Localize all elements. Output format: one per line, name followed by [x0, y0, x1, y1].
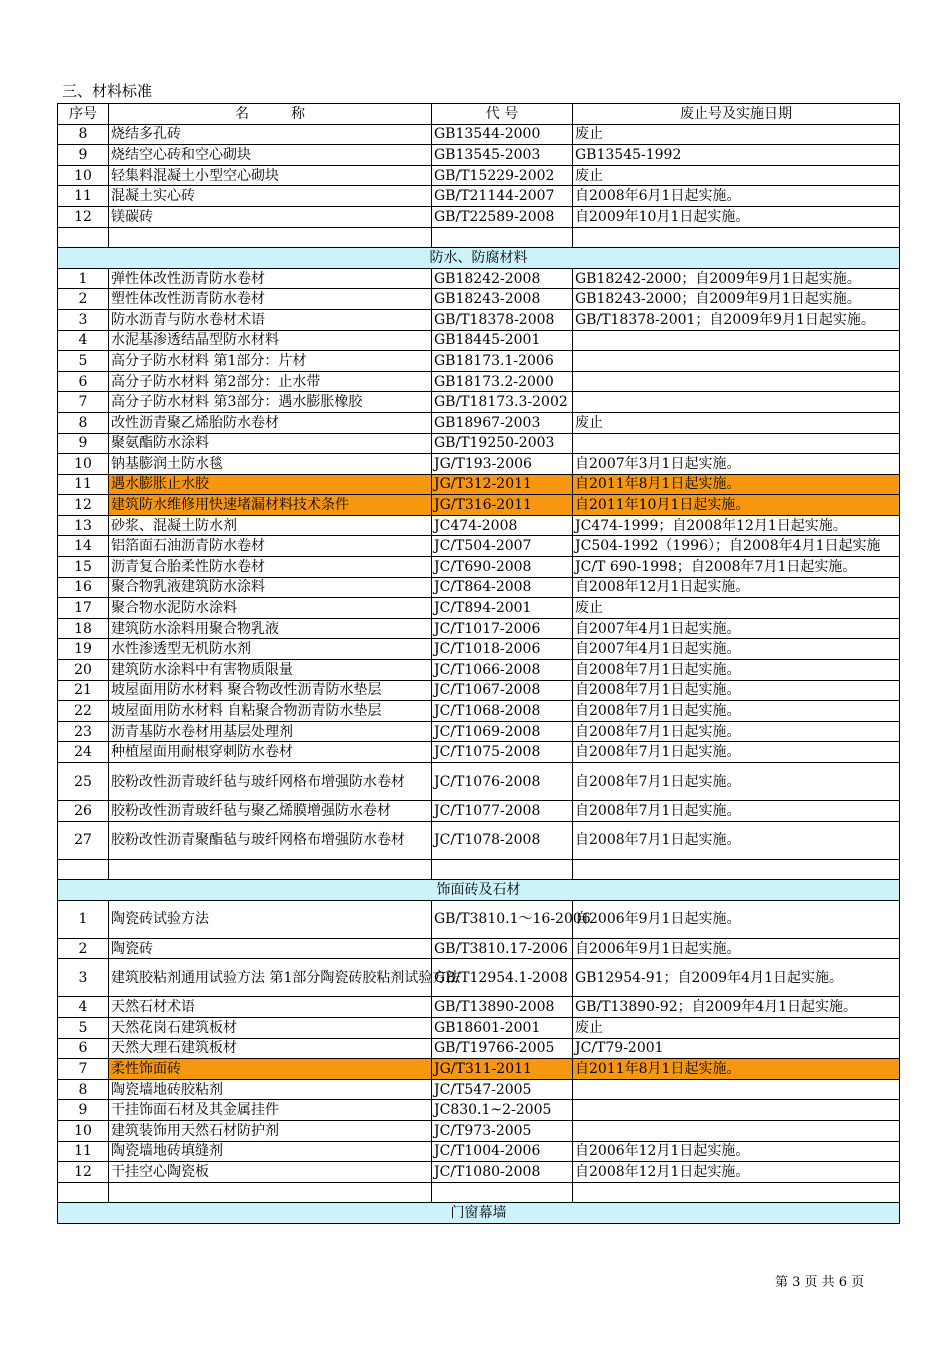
cell-no: 8: [58, 1079, 109, 1100]
blank-cell: [109, 859, 432, 880]
blank-row: [58, 859, 900, 880]
page-footer: 第 3 页 共 6 页: [775, 1275, 865, 1290]
cell-name: 弹性体改性沥青防水卷材: [109, 268, 432, 289]
table-row: [58, 900, 900, 938]
category-row: [58, 880, 900, 901]
cell-no: 14: [58, 536, 109, 557]
cell-name: 建筑防水涂料中有害物质限量: [109, 660, 432, 681]
table-row: [58, 997, 900, 1018]
cell-no: 27: [58, 821, 109, 859]
cell-note: JC504-1992（1996）；自2008年4月1日起实施: [573, 536, 900, 557]
cell-note: 自2008年7月1日起实施。: [573, 660, 900, 681]
category-label: 门窗幕墙: [58, 1203, 900, 1224]
cell-code: JC/T504-2007: [432, 536, 573, 557]
cell-code: JG/T311-2011: [432, 1059, 573, 1080]
cell-no: 8: [58, 124, 109, 145]
table-row: [58, 1038, 900, 1059]
table-row: [58, 680, 900, 701]
cell-no: 12: [58, 495, 109, 516]
cell-no: 6: [58, 1038, 109, 1059]
cell-no: 9: [58, 1100, 109, 1121]
header-name: 名 称: [109, 104, 432, 125]
cell-note: 自2008年12月1日起实施。: [573, 577, 900, 598]
cell-note: 自2007年3月1日起实施。: [573, 454, 900, 475]
cell-code: JC/T1080-2008: [432, 1162, 573, 1183]
cell-note: GB/T13890-92；自2009年4月1日起实施。: [573, 997, 900, 1018]
table-header-row: [58, 104, 900, 125]
blank-cell: [573, 227, 900, 248]
cell-no: 20: [58, 660, 109, 681]
table-row: [58, 495, 900, 516]
cell-no: 25: [58, 763, 109, 801]
cell-note: 自2008年7月1日起实施。: [573, 742, 900, 763]
cell-code: GB18243-2008: [432, 289, 573, 310]
cell-no: 6: [58, 371, 109, 392]
cell-name: 胶粉改性沥青玻纤毡与玻纤网格布增强防水卷材: [109, 763, 432, 801]
cell-code: GB18967-2003: [432, 412, 573, 433]
cell-note: 自2008年7月1日起实施。: [573, 701, 900, 722]
cell-name: 陶瓷砖: [109, 938, 432, 959]
cell-code: JC/T1017-2006: [432, 618, 573, 639]
cell-no: 1: [58, 268, 109, 289]
table-row: [58, 742, 900, 763]
blank-cell: [432, 859, 573, 880]
cell-code: JC/T973-2005: [432, 1120, 573, 1141]
category-row: [58, 248, 900, 269]
cell-code: JC/T690-2008: [432, 557, 573, 578]
section-heading: 三、材料标准: [62, 82, 153, 100]
cell-no: 23: [58, 721, 109, 742]
cell-name: 遇水膨胀止水胶: [109, 474, 432, 495]
cell-no: 7: [58, 392, 109, 413]
table-row: [58, 412, 900, 433]
cell-note: 废止: [573, 165, 900, 186]
cell-note: [573, 1100, 900, 1121]
cell-no: 12: [58, 1162, 109, 1183]
table-row: [58, 577, 900, 598]
table-row: [58, 618, 900, 639]
cell-name: 种植屋面用耐根穿刺防水卷材: [109, 742, 432, 763]
cell-note: 自2008年7月1日起实施。: [573, 680, 900, 701]
cell-no: 16: [58, 577, 109, 598]
cell-note: GB13545-1992: [573, 145, 900, 166]
cell-name: 沥青复合胎柔性防水卷材: [109, 557, 432, 578]
cell-no: 19: [58, 639, 109, 660]
table-row: [58, 145, 900, 166]
cell-name: 陶瓷砖试验方法: [109, 900, 432, 938]
cell-name: 陶瓷墙地砖填缝剂: [109, 1141, 432, 1162]
cell-code: JC/T864-2008: [432, 577, 573, 598]
table-row: [58, 598, 900, 619]
cell-no: 12: [58, 206, 109, 227]
cell-name: 聚合物水泥防水涂料: [109, 598, 432, 619]
cell-note: 自2006年12月1日起实施。: [573, 1141, 900, 1162]
table-row: [58, 959, 900, 997]
cell-name: 钠基膨润土防水毯: [109, 454, 432, 475]
cell-no: 26: [58, 801, 109, 822]
cell-name: 镁碳砖: [109, 206, 432, 227]
blank-cell: [573, 859, 900, 880]
cell-code: GB18173.2-2000: [432, 371, 573, 392]
cell-no: 9: [58, 433, 109, 454]
cell-name: 建筑防水维修用快速堵漏材料技术条件: [109, 495, 432, 516]
header-note: 废止号及实施日期: [573, 104, 900, 125]
cell-note: [573, 1079, 900, 1100]
cell-no: 10: [58, 1120, 109, 1141]
cell-no: 8: [58, 412, 109, 433]
table-row: [58, 938, 900, 959]
cell-note: 自2007年4月1日起实施。: [573, 618, 900, 639]
cell-note: 废止: [573, 1017, 900, 1038]
cell-no: 4: [58, 997, 109, 1018]
table-row: [58, 124, 900, 145]
cell-name: 塑性体改性沥青防水卷材: [109, 289, 432, 310]
standards-table: [57, 103, 900, 1224]
cell-code: JC/T1078-2008: [432, 821, 573, 859]
blank-cell: [58, 227, 109, 248]
table-row: [58, 351, 900, 372]
cell-no: 10: [58, 165, 109, 186]
cell-name: 轻集料混凝土小型空心砌块: [109, 165, 432, 186]
cell-no: 11: [58, 474, 109, 495]
blank-cell: [432, 227, 573, 248]
cell-name: 水性渗透型无机防水剂: [109, 639, 432, 660]
cell-no: 5: [58, 351, 109, 372]
cell-note: 自2011年8月1日起实施。: [573, 474, 900, 495]
cell-code: JG/T316-2011: [432, 495, 573, 516]
cell-code: GB/T22589-2008: [432, 206, 573, 227]
table-row: [58, 515, 900, 536]
cell-name: 干挂空心陶瓷板: [109, 1162, 432, 1183]
table-row: [58, 1017, 900, 1038]
cell-no: 3: [58, 959, 109, 997]
cell-code: JC830.1~2-2005: [432, 1100, 573, 1121]
cell-name: 坡屋面用防水材料 自粘聚合物沥青防水垫层: [109, 701, 432, 722]
table-row: [58, 165, 900, 186]
cell-no: 3: [58, 309, 109, 330]
cell-no: 5: [58, 1017, 109, 1038]
header-code: 代 号: [432, 104, 573, 125]
cell-code: GB18242-2008: [432, 268, 573, 289]
category-label: 饰面砖及石材: [58, 880, 900, 901]
cell-note: 自2008年6月1日起实施。: [573, 186, 900, 207]
table-row: [58, 433, 900, 454]
cell-name: 高分子防水材料 第2部分：止水带: [109, 371, 432, 392]
cell-note: 自2006年9月1日起实施。: [573, 938, 900, 959]
cell-no: 11: [58, 1141, 109, 1162]
cell-name: 水泥基渗透结晶型防水材料: [109, 330, 432, 351]
cell-note: 自2008年7月1日起实施。: [573, 801, 900, 822]
cell-code: GB/T18378-2008: [432, 309, 573, 330]
cell-name: 高分子防水材料 第1部分：片材: [109, 351, 432, 372]
table-row: [58, 309, 900, 330]
table-row: [58, 557, 900, 578]
table-row: [58, 268, 900, 289]
cell-name: 天然石材术语: [109, 997, 432, 1018]
cell-code: JC/T1004-2006: [432, 1141, 573, 1162]
cell-no: 4: [58, 330, 109, 351]
cell-code: JC474-2008: [432, 515, 573, 536]
category-row: [58, 1203, 900, 1224]
cell-no: 21: [58, 680, 109, 701]
cell-name: 建筑装饰用天然石材防护剂: [109, 1120, 432, 1141]
header-no: 序号: [58, 104, 109, 125]
cell-note: 自2008年12月1日起实施。: [573, 1162, 900, 1183]
cell-code: GB/T15229-2002: [432, 165, 573, 186]
cell-note: 废止: [573, 412, 900, 433]
cell-no: 18: [58, 618, 109, 639]
cell-code: GB/T19250-2003: [432, 433, 573, 454]
cell-code: JG/T193-2006: [432, 454, 573, 475]
cell-name: 烧结多孔砖: [109, 124, 432, 145]
cell-name: 聚合物乳液建筑防水涂料: [109, 577, 432, 598]
cell-name: 建筑胶粘剂通用试验方法 第1部分陶瓷砖胶粘剂试验方法: [109, 959, 432, 997]
cell-note: [573, 371, 900, 392]
blank-row: [58, 227, 900, 248]
cell-code: JC/T547-2005: [432, 1079, 573, 1100]
table-row: [58, 1100, 900, 1121]
cell-note: [573, 392, 900, 413]
cell-name: 烧结空心砖和空心砌块: [109, 145, 432, 166]
cell-note: JC474-1999；自2008年12月1日起实施。: [573, 515, 900, 536]
cell-note: GB18242-2000；自2009年9月1日起实施。: [573, 268, 900, 289]
cell-note: GB18243-2000；自2009年9月1日起实施。: [573, 289, 900, 310]
table-row: [58, 639, 900, 660]
cell-note: 自2007年4月1日起实施。: [573, 639, 900, 660]
cell-name: 改性沥青聚乙烯胎防水卷材: [109, 412, 432, 433]
cell-no: 1: [58, 900, 109, 938]
cell-no: 9: [58, 145, 109, 166]
table-row: [58, 392, 900, 413]
cell-no: 24: [58, 742, 109, 763]
cell-code: JC/T1069-2008: [432, 721, 573, 742]
cell-no: 2: [58, 938, 109, 959]
cell-code: GB/T18173.3-2002: [432, 392, 573, 413]
cell-note: 自2011年10月1日起实施。: [573, 495, 900, 516]
cell-code: GB/T21144-2007: [432, 186, 573, 207]
cell-note: 自2008年7月1日起实施。: [573, 721, 900, 742]
cell-name: 防水沥青与防水卷材术语: [109, 309, 432, 330]
cell-note: 废止: [573, 124, 900, 145]
table-row: [58, 1120, 900, 1141]
table-row: [58, 721, 900, 742]
cell-note: JC/T 690-1998；自2008年7月1日起实施。: [573, 557, 900, 578]
cell-note: GB12954-91；自2009年4月1日起实施。: [573, 959, 900, 997]
table-row: [58, 474, 900, 495]
cell-code: JG/T312-2011: [432, 474, 573, 495]
cell-note: [573, 1120, 900, 1141]
cell-name: 沥青基防水卷材用基层处理剂: [109, 721, 432, 742]
cell-name: 胶粉改性沥青聚酯毡与玻纤网格布增强防水卷材: [109, 821, 432, 859]
table-row: [58, 1059, 900, 1080]
cell-name: 混凝土实心砖: [109, 186, 432, 207]
cell-code: GB18445-2001: [432, 330, 573, 351]
blank-cell: [58, 859, 109, 880]
blank-row: [58, 1182, 900, 1203]
cell-code: GB18173.1-2006: [432, 351, 573, 372]
cell-name: 铝箔面石油沥青防水卷材: [109, 536, 432, 557]
table-row: [58, 763, 900, 801]
cell-note: 自2006年9月1日起实施。: [573, 900, 900, 938]
cell-note: [573, 433, 900, 454]
cell-code: GB13545-2003: [432, 145, 573, 166]
blank-cell: [58, 1182, 109, 1203]
cell-code: GB/T19766-2005: [432, 1038, 573, 1059]
cell-code: JC/T1066-2008: [432, 660, 573, 681]
blank-cell: [109, 227, 432, 248]
cell-note: 自2009年10月1日起实施。: [573, 206, 900, 227]
cell-code: GB/T12954.1-2008: [432, 959, 573, 997]
cell-code: JC/T1075-2008: [432, 742, 573, 763]
cell-no: 15: [58, 557, 109, 578]
cell-note: 自2011年8月1日起实施。: [573, 1059, 900, 1080]
cell-no: 22: [58, 701, 109, 722]
cell-code: GB/T3810.17-2006: [432, 938, 573, 959]
cell-name: 聚氨酯防水涂料: [109, 433, 432, 454]
table-row: [58, 371, 900, 392]
cell-note: JC/T79-2001: [573, 1038, 900, 1059]
cell-code: GB/T3810.1～16-2006: [432, 900, 573, 938]
cell-no: 13: [58, 515, 109, 536]
table-row: [58, 821, 900, 859]
table-row: [58, 206, 900, 227]
cell-code: GB18601-2001: [432, 1017, 573, 1038]
table-row: [58, 801, 900, 822]
category-label: 防水、防腐材料: [58, 248, 900, 269]
cell-name: 建筑防水涂料用聚合物乳液: [109, 618, 432, 639]
table-row: [58, 1079, 900, 1100]
cell-name: 高分子防水材料 第3部分：遇水膨胀橡胶: [109, 392, 432, 413]
cell-name: 天然大理石建筑板材: [109, 1038, 432, 1059]
blank-cell: [573, 1182, 900, 1203]
cell-name: 陶瓷墙地砖胶粘剂: [109, 1079, 432, 1100]
cell-no: 2: [58, 289, 109, 310]
cell-note: [573, 351, 900, 372]
cell-code: JC/T1077-2008: [432, 801, 573, 822]
table-row: [58, 660, 900, 681]
table-body: [58, 124, 900, 1223]
cell-code: JC/T1067-2008: [432, 680, 573, 701]
cell-code: JC/T894-2001: [432, 598, 573, 619]
cell-note: 自2008年7月1日起实施。: [573, 821, 900, 859]
table-row: [58, 289, 900, 310]
cell-note: 废止: [573, 598, 900, 619]
cell-name: 胶粉改性沥青玻纤毡与聚乙烯膜增强防水卷材: [109, 801, 432, 822]
cell-no: 17: [58, 598, 109, 619]
cell-code: JC/T1076-2008: [432, 763, 573, 801]
cell-no: 10: [58, 454, 109, 475]
table-row: [58, 1141, 900, 1162]
blank-cell: [432, 1182, 573, 1203]
table-row: [58, 536, 900, 557]
table-row: [58, 1162, 900, 1183]
cell-no: 7: [58, 1059, 109, 1080]
blank-cell: [109, 1182, 432, 1203]
cell-name: 天然花岗石建筑板材: [109, 1017, 432, 1038]
cell-name: 砂浆、混凝土防水剂: [109, 515, 432, 536]
cell-note: GB/T18378-2001；自2009年9月1日起实施。: [573, 309, 900, 330]
cell-note: 自2008年7月1日起实施。: [573, 763, 900, 801]
cell-code: JC/T1068-2008: [432, 701, 573, 722]
cell-name: 坡屋面用防水材料 聚合物改性沥青防水垫层: [109, 680, 432, 701]
cell-code: GB/T13890-2008: [432, 997, 573, 1018]
table-row: [58, 701, 900, 722]
table-row: [58, 186, 900, 207]
table-row: [58, 330, 900, 351]
cell-name: 干挂饰面石材及其金属挂件: [109, 1100, 432, 1121]
cell-name: 柔性饰面砖: [109, 1059, 432, 1080]
cell-note: [573, 330, 900, 351]
cell-code: JC/T1018-2006: [432, 639, 573, 660]
table-row: [58, 454, 900, 475]
cell-code: GB13544-2000: [432, 124, 573, 145]
cell-no: 11: [58, 186, 109, 207]
